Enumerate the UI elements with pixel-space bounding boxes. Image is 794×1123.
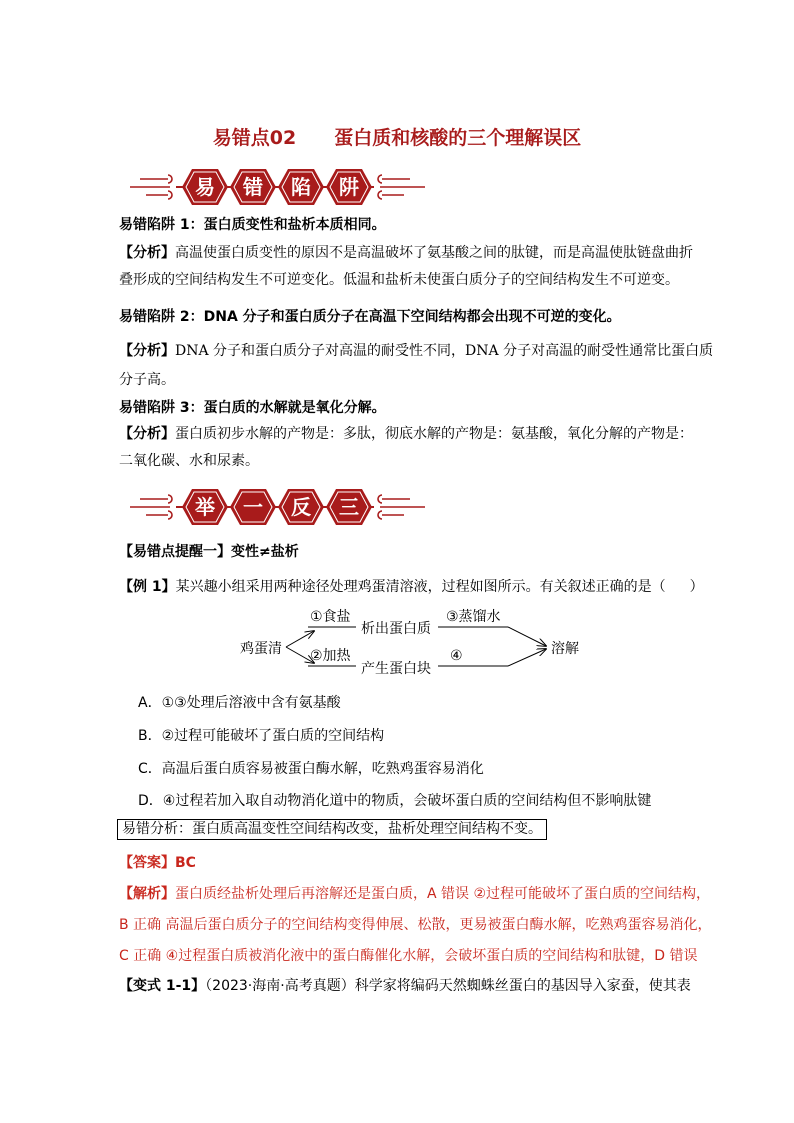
variant-1-1: 【变式 1-1】（2023·海南·高考真题）科学家将编码天然蜘蛛丝蛋白的基因导入家蚕，使其表: [119, 978, 691, 994]
diagram-step1: ①食盐: [310, 609, 351, 625]
banner1-char-1: 易: [195, 175, 215, 199]
page-title: [0, 123, 794, 150]
title-topic: 蛋白质和核酸的三个理解误区: [334, 127, 582, 149]
diagram-start: 鸡蛋清: [240, 641, 282, 657]
diagram-end: 溶解: [551, 641, 579, 657]
process-diagram: [228, 605, 588, 680]
explain-line-1: 【解析】蛋白质经盐析处理后再溶解还是蛋白质，A 错误 ②过程可能破坏了蛋白质的空间结构，: [119, 886, 711, 902]
banner2-char-3: 反: [291, 495, 311, 519]
arrow-to-salting: [286, 631, 314, 647]
example-stem: 【例 1】某兴趣小组采用两种途径处理鸡蛋清溶液，过程如图所示。有关叙述正确的是（ ）: [119, 579, 704, 595]
answer-line: 【答案】BC: [119, 855, 196, 871]
banner2-char-1: 举: [195, 495, 215, 519]
banner-juyi-fansan: [120, 481, 430, 531]
diagram-mid-top: 析出蛋白质: [361, 621, 431, 637]
cloud-ornament-left: [130, 495, 172, 519]
reminder-heading: 【易错点提醒一】变性≠盐析: [119, 544, 299, 560]
arrow-bottom-to-dissolve: [508, 649, 546, 666]
diagram-step2: ②加热: [310, 648, 351, 664]
arrow-top-to-dissolve: [508, 627, 546, 646]
diagram-step3: ③蒸馏水: [446, 609, 501, 625]
option-d: D．④过程若加入取自动物消化道中的物质，会破坏蛋白质的空间结构但不影响肽键: [138, 793, 652, 809]
diagram-mid-bottom: 产生蛋白块: [361, 661, 431, 677]
trap-2-heading: 易错陷阱 2：DNA 分子和蛋白质分子在高温下空间结构都会出现不可逆的变化。: [119, 309, 621, 325]
banner1-char-2: 错: [243, 175, 263, 199]
trap-1-heading: 易错陷阱 1：蛋白质变性和盐析本质相同。: [119, 217, 386, 233]
explain-line-2: B 正确 高温后蛋白质分子的空间结构变得伸展、松散，更易被蛋白酶水解，吃熟鸡蛋容易消化，: [119, 917, 712, 933]
option-a: A．①③处理后溶液中含有氨基酸: [138, 695, 341, 711]
banner1-char-3: 陷: [291, 175, 311, 199]
banner2-char-2: 一: [243, 495, 263, 519]
banner2-char-4: 三: [339, 495, 359, 519]
diagram-step4: ④: [450, 648, 463, 664]
banner1-char-4: 阱: [339, 175, 359, 199]
explain-line-3: C 正确 ④过程蛋白质被消化液中的蛋白酶催化水解，会破坏蛋白质的空间结构和肽键，D 错误: [119, 948, 698, 964]
cloud-ornament-left: [130, 175, 172, 199]
title-code: 易错点02: [212, 127, 297, 149]
trap-2-analysis-line-2: 分子高。: [119, 372, 175, 388]
cloud-ornament-right: [378, 175, 425, 199]
trap-1-analysis-line-2: 叠形成的空间结构发生不可逆变化。低温和盐析未使蛋白质分子的空间结构发生不可逆变。: [119, 272, 679, 288]
trap-1-analysis-line-1: 【分析】高温使蛋白质变性的原因不是高温破坏了氨基酸之间的肽键，而是高温使肽链盘曲折: [119, 245, 693, 261]
trap-2-analysis-line-1: 【分析】DNA 分子和蛋白质分子对高温的耐受性不同，DNA 分子对高温的耐受性通常比蛋白质: [119, 343, 714, 359]
option-b: B．②过程可能破坏了蛋白质的空间结构: [138, 728, 385, 744]
trap-3-analysis-line-1: 【分析】蛋白质初步水解的产物是：多肽，彻底水解的产物是：氨基酸，氧化分解的产物是：: [119, 426, 693, 442]
banner-yicuo-xianjing: [120, 161, 430, 211]
cloud-ornament-right: [378, 495, 425, 519]
error-analysis-box: 易错分析：蛋白质高温变性空间结构改变，盐析处理空间结构不变。: [117, 819, 547, 840]
trap-3-analysis-line-2: 二氧化碳、水和尿素。: [119, 453, 259, 469]
trap-3-heading: 易错陷阱 3：蛋白质的水解就是氧化分解。: [119, 400, 386, 416]
answer-value: BC: [175, 855, 196, 871]
option-c: C．高温后蛋白质容易被蛋白酶水解，吃熟鸡蛋容易消化: [138, 761, 484, 777]
